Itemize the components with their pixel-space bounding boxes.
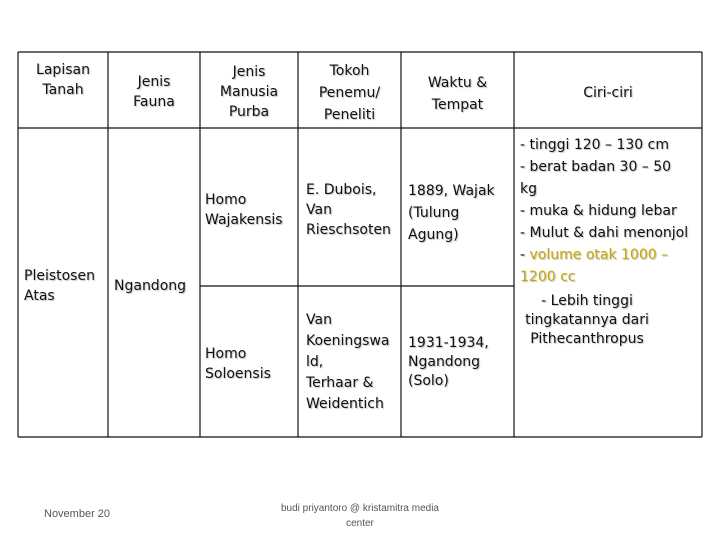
- header-text: Waktu &: [427, 75, 488, 91]
- header-text: Manusia: [219, 84, 279, 100]
- cell-text: (Tulung: [408, 205, 460, 221]
- waktu-cell-2: [408, 334, 514, 391]
- ciri-line: - Lebih tinggi: [541, 293, 633, 309]
- header-text: Jenis: [137, 74, 171, 90]
- header-text: Penemu/: [318, 85, 381, 101]
- cell-text: Rieschsoten: [306, 222, 391, 238]
- header-text: Tanah: [42, 82, 84, 98]
- lapisan-cell: [24, 266, 108, 306]
- footer-credit-line: center: [346, 518, 374, 529]
- cell-text: Koeningswa: [306, 333, 390, 349]
- footer-credit: [262, 501, 458, 531]
- header-text: Peneliti: [323, 107, 376, 123]
- header-lapisan-tanah: [18, 60, 108, 100]
- ciri-line: - muka & hidung lebar: [520, 203, 677, 219]
- ciri-cell: [520, 134, 702, 288]
- ciri-volume-text: 1200 cc: [520, 269, 576, 285]
- cell-text: ld,: [306, 354, 324, 370]
- header-text: Purba: [228, 104, 270, 120]
- header-waktu-tempat: [401, 72, 514, 116]
- cell-text: Weidentich: [306, 396, 384, 412]
- ciri-volume-text: volume otak 1000 –: [529, 247, 669, 263]
- ciri-cell-2: [514, 292, 660, 349]
- cell-text: Ngandong: [114, 278, 187, 294]
- header-text: Tempat: [431, 97, 484, 113]
- header-text: Tokoh: [329, 63, 370, 79]
- cell-text: Atas: [24, 288, 55, 304]
- ciri-line: tingkatannya dari: [525, 312, 649, 328]
- cell-text: Agung): [408, 227, 459, 243]
- waktu-cell-1: [408, 180, 514, 246]
- header-ciri-ciri: [514, 83, 702, 103]
- manusia-cell-2: [205, 344, 298, 384]
- header-jenis-manusia-purba: [200, 62, 298, 122]
- cell-text: Terhaar &: [306, 375, 374, 391]
- ciri-line: kg: [520, 181, 537, 197]
- cell-text: Soloensis: [205, 366, 271, 382]
- cell-text: 1931-1934,: [408, 335, 489, 351]
- cell-text: Wajakensis: [205, 212, 283, 228]
- cell-text: E. Dubois,: [306, 182, 377, 198]
- ciri-line: - berat badan 30 – 50: [520, 159, 672, 175]
- tokoh-cell-2: [306, 310, 401, 415]
- cell-text: Van: [306, 202, 332, 218]
- footer-date: November 20: [44, 508, 111, 520]
- ciri-line: Pithecanthropus: [530, 331, 644, 347]
- cell-text: (Solo): [408, 373, 449, 389]
- cell-text: 1889, Wajak: [408, 183, 495, 199]
- ciri-line: - tinggi 120 – 130 cm: [520, 137, 669, 153]
- footer-credit-line: budi priyantoro @ kristamitra media: [281, 503, 439, 514]
- header-jenis-fauna: [108, 72, 200, 112]
- ciri-volume-line: [520, 244, 702, 266]
- header-tokoh-penemu: [298, 60, 401, 126]
- cell-text: Van: [306, 312, 332, 328]
- ciri-line: - Mulut & dahi menonjol: [520, 225, 689, 241]
- header-text: Fauna: [133, 94, 175, 110]
- header-text: Ciri-ciri: [583, 85, 633, 101]
- manusia-cell-1: [205, 190, 298, 230]
- fauna-cell: [114, 276, 200, 296]
- cell-text: Ngandong: [408, 354, 481, 370]
- cell-text: Pleistosen: [24, 268, 95, 284]
- header-text: Jenis: [232, 64, 266, 80]
- cell-text: Homo: [205, 346, 247, 362]
- tokoh-cell-1: [306, 180, 401, 240]
- header-text: Lapisan: [36, 62, 90, 78]
- ciri-dash: -: [520, 247, 530, 263]
- cell-text: Homo: [205, 192, 247, 208]
